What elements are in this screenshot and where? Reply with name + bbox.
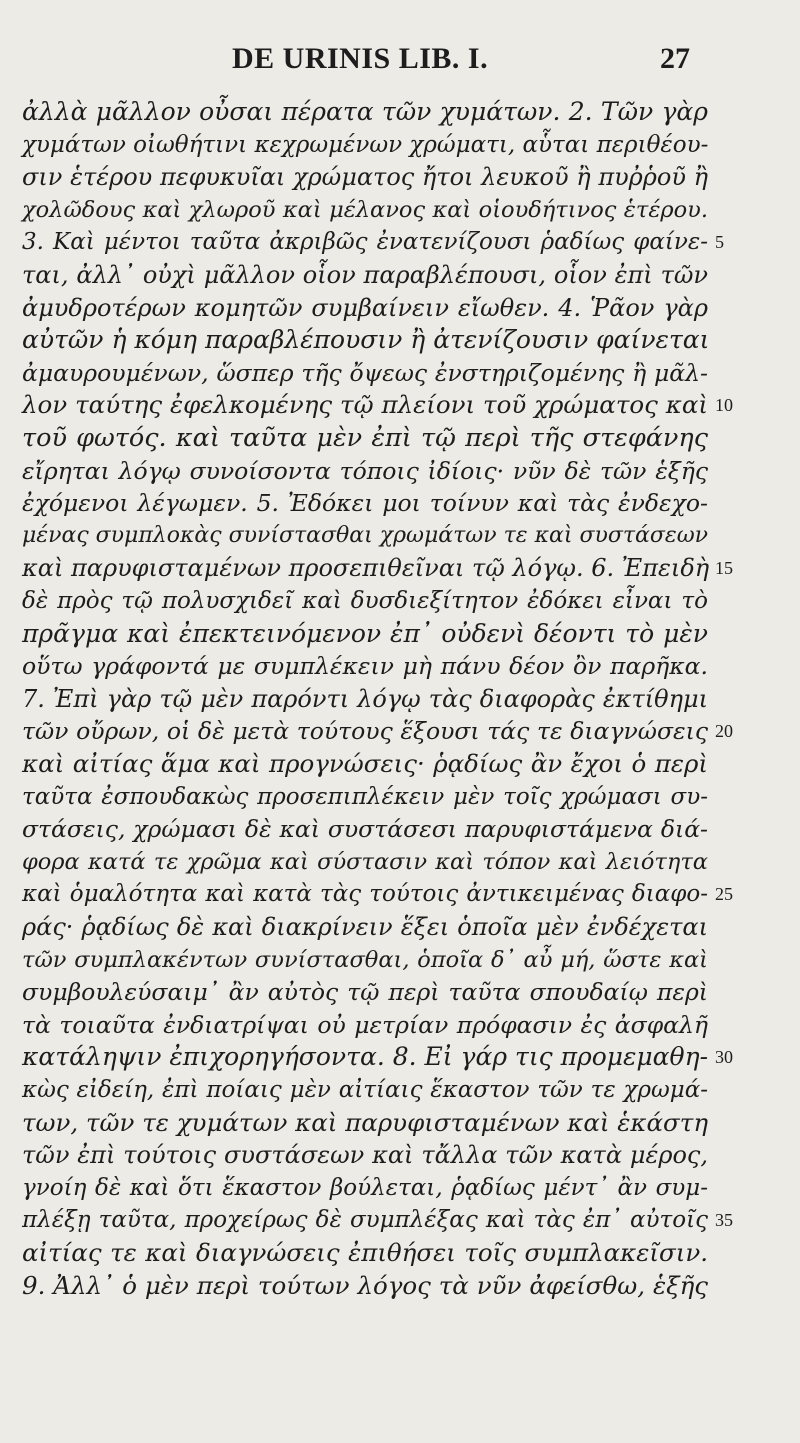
text-line: 3. Καὶ μέντοι ταῦτα ἀκριβῶς ἐνατενίζουσι ῥαδίως φαίνε-	[22, 229, 708, 256]
text-line: στάσεις, χρώμασι δὲ καὶ συστάσεσι παρυφιστάμενα διά-	[22, 815, 708, 844]
text-line: καὶ παρυφισταμένων προσεπιθεῖναι τῷ λόγῳ. 6. Ἐπειδὴ	[22, 554, 710, 583]
margin-line-number: 35	[715, 1210, 733, 1231]
text-line: δὲ πρὸς τῷ πολυσχιδεῖ καὶ δυσδιεξίτητον ἐδόκει εἶναι τὸ	[22, 588, 708, 614]
text-line: τοῦ φωτός. καὶ ταῦτα μὲν ἐπὶ τῷ περὶ τῆς στεφάνης	[22, 423, 708, 453]
text-line: τῶν οὔρων, οἱ δὲ μετὰ τούτους ἕξουσι τάς τε διαγνώσεις	[22, 717, 708, 746]
running-title: DE URINIS LIB. I.	[232, 42, 489, 75]
text-line: 7. Ἐπὶ γὰρ τῷ μὲν παρόντι λόγῳ τὰς διαφορὰς ἐκτίθημι	[22, 684, 708, 713]
text-line: μένας συμπλοκὰς συνίστασθαι χρωμάτων τε καὶ συστάσεων	[22, 522, 709, 548]
text-line: φορα κατά τε χρῶμα καὶ σύστασιν καὶ τόπον καὶ λειότητα	[22, 848, 708, 875]
text-line: ταῦτα ἐσπουδακὼς προσεπιπλέκειν μὲν τοῖς χρώμασι συ-	[22, 783, 708, 810]
text-line: πρᾶγμα καὶ ἐπεκτεινόμενον ἐπ᾿ οὐδενὶ δέοντι τὸ μὲν	[22, 618, 708, 648]
text-line: λον ταύτης ἐφελκομένης τῷ πλείονι τοῦ χρώματος καὶ	[22, 390, 708, 420]
text-line: ἐχόμενοι λέγωμεν. 5. Ἐδόκει μοι τοίνυν καὶ τὰς ἐνδεχο-	[22, 489, 708, 518]
text-line: αἰτίας τε καὶ διαγνώσεις ἐπιθήσει τοῖς συμπλακεῖσιν.	[22, 1238, 708, 1267]
text-line: ράς· ῥᾳδίως δὲ καὶ διακρίνειν ἕξει ὁποῖα μὲν ἐνδέχεται	[22, 913, 708, 941]
text-line: τῶν συμπλακέντων συνίστασθαι, ὁποῖα δ᾿ αὖ μή, ὥστε καὶ	[22, 946, 708, 973]
text-line: συμβουλεύσαιμ᾿ ἂν αὐτὸς τῷ περὶ ταῦτα σπουδαίῳ περὶ	[22, 978, 708, 1007]
text-line: ἀλλὰ μᾶλλον οὖσαι πέρατα τῶν χυμάτων. 2. Τῶν γὰρ	[22, 97, 708, 126]
text-line: 9. Ἀλλ᾿ ὁ μὲν περὶ τούτων λόγος τὰ νῦν ἀφείσθω, ἑξῆς	[22, 1270, 708, 1300]
page-number: 27	[660, 42, 690, 75]
text-line: των, τῶν τε χυμάτων καὶ παρυφισταμένων καὶ ἑκάστη	[22, 1107, 708, 1137]
text-line: αὐτῶν ἡ κόμη παραβλέπουσιν ἢ ἀτενίζουσιν φαίνεται	[22, 325, 710, 355]
text-line: καὶ αἰτίας ἅμα καὶ προγνώσεις· ῥᾳδίως ἂν ἔχοι ὁ περὶ	[22, 749, 708, 778]
text-line: σιν ἑτέρου πεφυκυῖαι χρώματος ἤτοι λευκοῦ ἢ πυῤῥοῦ ἢ	[22, 163, 708, 192]
text-line: τὰ τοιαῦτα ἐνδιατρίψαι οὐ μετρίαν πρόφασιν ἐς ἀσφαλῆ	[22, 1010, 708, 1039]
text-line: κὼς εἰδείη, ἐπὶ ποίαις μὲν αἰτίαις ἕκαστον τῶν τε χρωμά-	[22, 1077, 708, 1103]
margin-line-number: 5	[715, 232, 724, 253]
text-line: ἀμυδροτέρων κομητῶν συμβαίνειν εἴωθεν. 4. Ῥᾶον γὰρ	[22, 293, 708, 322]
text-line: χολῶδους καὶ χλωροῦ καὶ μέλανος καὶ οἱουδήτινος ἑτέρου.	[22, 196, 708, 223]
margin-line-number: 30	[715, 1047, 733, 1068]
text-line: εἴρηται λόγῳ συνοίσοντα τόποις ἰδίοις· νῦν δὲ τῶν ἑξῆς	[22, 456, 708, 485]
text-line: ται, ἀλλ᾿ οὐχὶ μᾶλλον οἷον παραβλέπουσι, οἷον ἐπὶ τῶν	[22, 261, 708, 289]
text-line: ἀμαυρουμένων, ὥσπερ τῆς ὄψεως ἐνστηριζομένης ἢ μᾶλ-	[22, 358, 708, 387]
margin-line-number: 20	[715, 721, 733, 742]
text-line: πλέξῃ ταῦτα, προχείρως δὲ συμπλέξας καὶ τὰς ἐπ᾿ αὐτοῖς	[22, 1207, 708, 1234]
text-line: τῶν ἐπὶ τούτοις συστάσεων καὶ τἄλλα τῶν κατὰ μέρος,	[22, 1141, 708, 1170]
text-line: γνοίη δὲ καὶ ὅτι ἕκαστον βούλεται, ῥᾳδίως μέντ᾿ ἂν συμ-	[22, 1174, 708, 1201]
text-line: καὶ ὁμαλότητα καὶ κατὰ τὰς τούτοις ἀντικειμένας διαφο-	[22, 881, 708, 908]
text-line: οὕτω γράφοντά με συμπλέκειν μὴ πάνυ δέον ὂν παρῆκα.	[22, 652, 708, 681]
margin-line-number: 15	[715, 558, 733, 579]
margin-line-number: 10	[715, 395, 733, 416]
text-line: κατάληψιν ἐπιχορηγήσοντα. 8. Εἰ γάρ τις προμεμαθη-	[22, 1042, 709, 1072]
text-line: χυμάτων οἰωθήτινι κεχρωμένων χρώματι, αὗται περιθέου-	[22, 131, 709, 158]
margin-line-number: 25	[715, 884, 733, 905]
